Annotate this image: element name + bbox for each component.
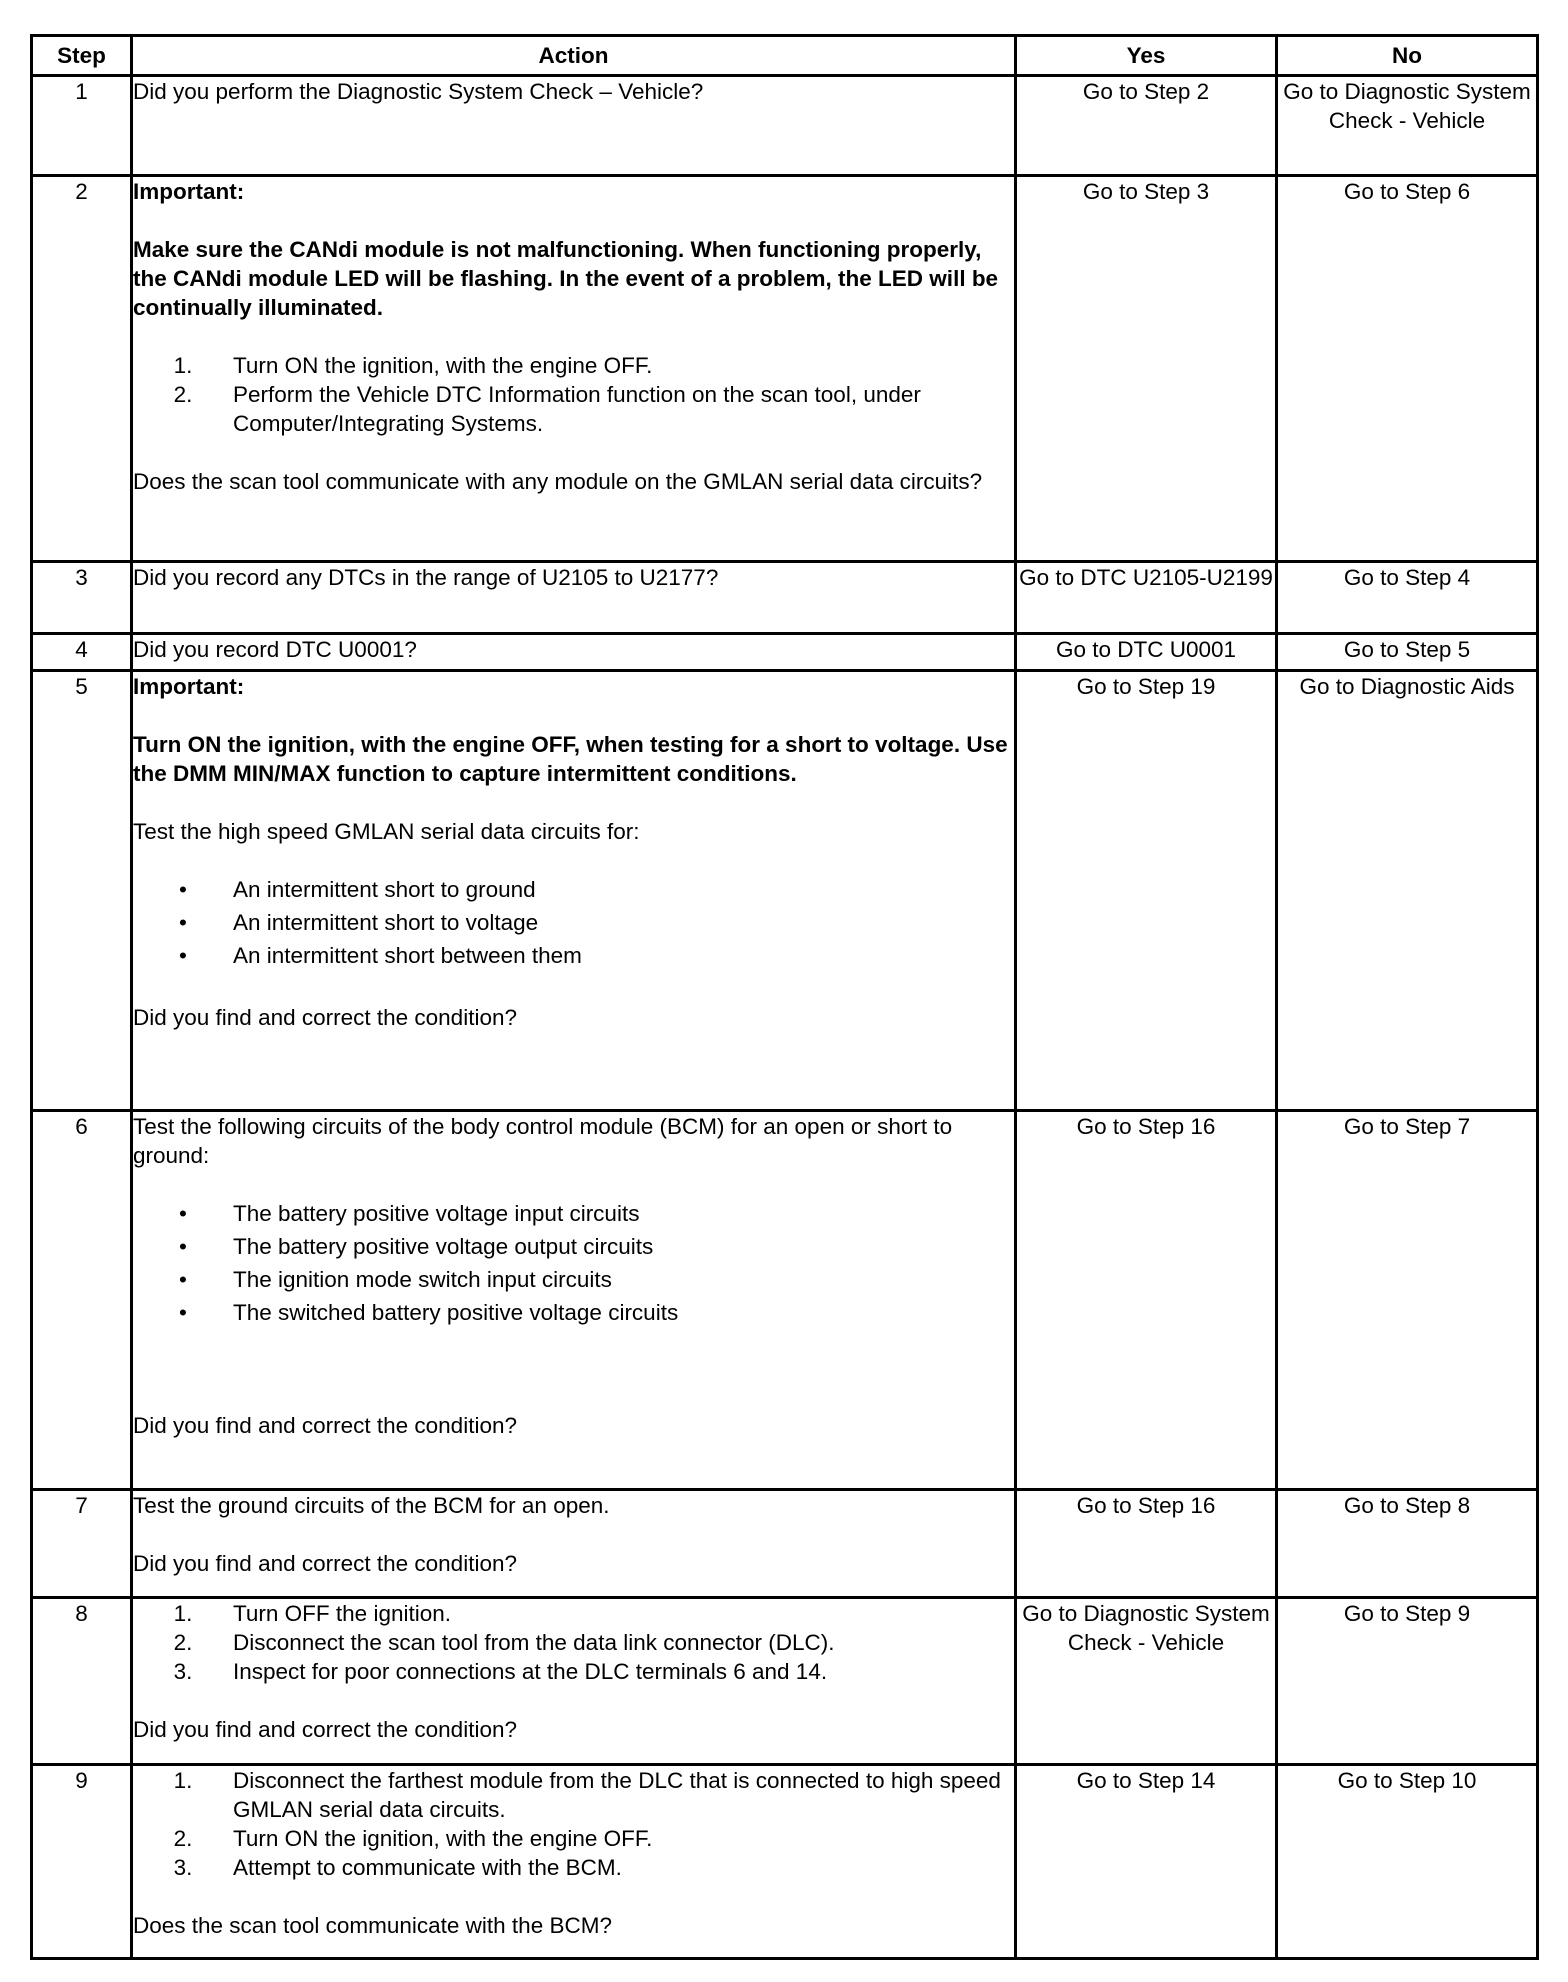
important-note: Make sure the CANdi module is not malfunctioning. When functioning properly, the CANdi module LED will be flashing. In the event of a problem, the LED will be continually illuminated. [133,237,999,320]
action-cell [132,176,1016,562]
list-item: • An intermittent short between them [179,943,582,968]
question-text: Did you find and correct the condition? [133,1413,517,1438]
table-row [32,671,1538,1111]
table-row [32,1598,1538,1765]
table-row [32,1765,1538,1959]
numbered-list [133,351,1014,438]
list-item: • The switched battery positive voltage circuits [179,1300,679,1325]
important-label: Important: [133,179,245,204]
action-cell [132,1765,1016,1959]
question-text: Does the scan tool communicate with any module on the GMLAN serial data circuits? [133,469,983,494]
list-item: 3. Inspect for poor connections at the DLC terminals 6 and 14. [173,1659,828,1684]
bullet-list [133,875,1014,970]
no-cell: Go to Step 8 [1277,1490,1538,1598]
list-item: 2. Perform the Vehicle DTC Information function on the scan tool, under Computer/Integrating Systems. [173,382,921,436]
list-item: 3. Attempt to communicate with the BCM. [173,1855,622,1880]
yes-cell: Go to Step 16 [1016,1490,1277,1598]
action-cell [132,1490,1016,1598]
step-number: 6 [32,1111,132,1490]
action-cell [132,1598,1016,1765]
table-row [32,1111,1538,1490]
list-item: • An intermittent short to ground [179,877,536,902]
no-cell: Go to Step 7 [1277,1111,1538,1490]
list-item: 2. Turn ON the ignition, with the engine OFF. [173,1826,653,1851]
yes-cell: Go to Step 19 [1016,671,1277,1111]
no-cell: Go to Diagnostic Aids [1277,671,1538,1111]
test-intro: Test the high speed GMLAN serial data circuits for: [133,819,640,844]
action-cell [132,671,1016,1111]
numbered-list [133,1599,1014,1686]
list-item: • The ignition mode switch input circuits [179,1267,612,1292]
bullet-list [133,1199,1014,1327]
header-action: Action [132,36,1016,76]
yes-cell: Go to Step 3 [1016,176,1277,562]
header-no: No [1277,36,1538,76]
diagnostic-table [30,34,1539,1960]
question-text: Did you find and correct the condition? [133,1005,517,1030]
step-number: 5 [32,671,132,1111]
no-cell: Go to Step 6 [1277,176,1538,562]
list-item: • The battery positive voltage input circuits [179,1201,640,1226]
yes-cell: Go to DTC U2105-U2199 [1016,562,1277,634]
important-label: Important: [133,674,245,699]
question-text: Did you find and correct the condition? [133,1551,517,1576]
table-row [32,1490,1538,1598]
header-step: Step [32,36,132,76]
question-text: Does the scan tool communicate with the BCM? [133,1913,612,1938]
no-cell: Go to Step 5 [1277,634,1538,671]
step-number: 2 [32,176,132,562]
yes-cell: Go to Step 14 [1016,1765,1277,1959]
question-text: Did you find and correct the condition? [133,1717,517,1742]
table-row [32,176,1538,562]
test-intro: Test the following circuits of the body control module (BCM) for an open or short to ground: [133,1114,953,1168]
yes-cell: Go to Step 16 [1016,1111,1277,1490]
action-cell [132,562,1016,634]
yes-cell: Go to Step 2 [1016,76,1277,176]
list-item: 1. Disconnect the farthest module from the DLC that is connected to high speed GMLAN serial data circuits. [173,1768,1001,1822]
action-cell [132,1111,1016,1490]
list-item: 1. Turn ON the ignition, with the engine OFF. [173,353,653,378]
step-number: 7 [32,1490,132,1598]
step-number: 3 [32,562,132,634]
action-cell [132,76,1016,176]
no-cell: Go to Step 10 [1277,1765,1538,1959]
yes-cell: Go to DTC U0001 [1016,634,1277,671]
list-item: • The battery positive voltage output circuits [179,1234,654,1259]
header-row [32,36,1538,76]
action-cell [132,634,1016,671]
important-note: Turn ON the ignition, with the engine OFF, when testing for a short to voltage. Use the DMM MIN/MAX function to capture intermittent conditions. [133,732,1008,786]
step-number: 8 [32,1598,132,1765]
numbered-list [133,1766,1014,1882]
question-text: Did you record any DTCs in the range of U2105 to U2177? [133,565,719,590]
step-number: 1 [32,76,132,176]
table-row [32,562,1538,634]
list-item: 1. Turn OFF the ignition. [173,1601,452,1626]
question-text: Did you record DTC U0001? [133,637,417,662]
header-yes: Yes [1016,36,1277,76]
list-item: • An intermittent short to voltage [179,910,539,935]
step-number: 4 [32,634,132,671]
no-cell: Go to Diagnostic System Check - Vehicle [1277,76,1538,176]
test-intro: Test the ground circuits of the BCM for an open. [133,1493,610,1518]
question-text: Did you perform the Diagnostic System Check – Vehicle? [133,79,704,104]
no-cell: Go to Step 4 [1277,562,1538,634]
table-row [32,76,1538,176]
no-cell: Go to Step 9 [1277,1598,1538,1765]
table-row [32,634,1538,671]
step-number: 9 [32,1765,132,1959]
yes-cell: Go to Diagnostic System Check - Vehicle [1016,1598,1277,1765]
list-item: 2. Disconnect the scan tool from the data link connector (DLC). [173,1630,835,1655]
